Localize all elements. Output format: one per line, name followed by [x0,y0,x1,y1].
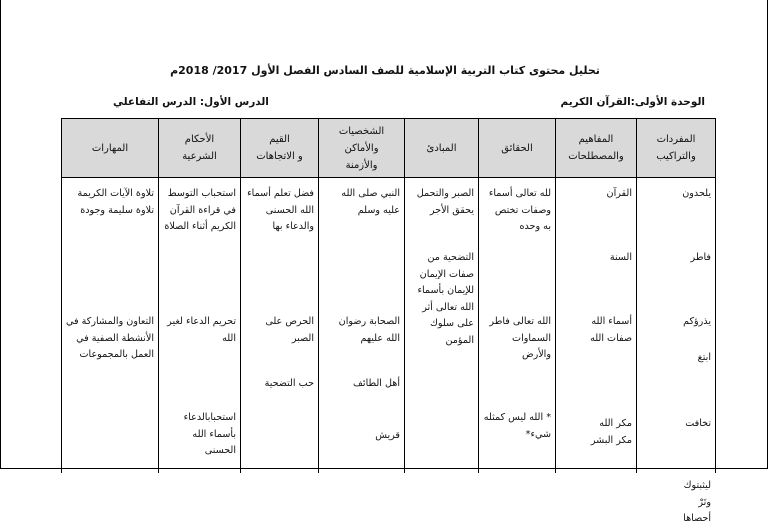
column-concepts [556,178,637,473]
cell-item: قريش [375,430,400,441]
cell-item: تحريم الدعاء لغير الله [167,316,236,344]
cell-item: ليثبتوك وتَرْ أحصاها [683,480,711,524]
cell-item: أسماء الله صفات الله [590,316,632,344]
column-principles [405,178,479,473]
cell-item: أهل الطائف [352,378,400,389]
cell-item: الله تعالى فاطر السماوات والأرض [489,316,551,360]
column-rulings [159,178,241,473]
content-analysis-table [61,118,716,524]
column-people-places [319,178,405,473]
header-facts: الحقائق [479,119,556,178]
cell-item: مكر الله مكر البشر [590,418,632,446]
unit-label: الوحدة الأولى:القرآن الكريم [560,96,705,108]
column-skills [62,178,159,473]
header-concepts: المفاهيم والمصطلحات [556,119,637,178]
table-header-row [62,119,716,178]
cell-item: الحرص على الصبر [265,316,314,344]
cell-item: التضحية من صفات الإيمان للإيمان بأسماء الله تعالى أثر على سلوك المؤمن [417,252,474,346]
cell-item: حب التضحية [264,378,314,389]
cell-item: الصحابة رضوان الله عليهم [338,316,400,344]
cell-item: تخافت [685,418,711,429]
header-principles: المبادئ [405,119,479,178]
cell-item: النبي صلى الله عليه وسلم [341,188,400,216]
cell-item: القرآن [606,188,632,199]
cell-item: ابتغ [697,352,711,363]
cell-item: يلحدون [682,188,711,199]
header-skills: المهارات [62,119,159,178]
lesson-label: الدرس الأول: الدرس التفاعلي [113,96,269,108]
cell-item: استحباب التوسط في قراءة القرآن الكريم أثناء الصلاة [164,188,236,232]
cell-item: فاطر [690,252,711,263]
cell-item: * الله ليس كمثله شيء* [483,412,551,440]
cell-item: التعاون والمشاركة في الأنشطة الصفية في العمل بالمجموعات [66,316,154,360]
cell-item: يذرؤكم [683,316,711,327]
column-facts [479,178,556,473]
header-values: القيم و الاتجاهات [241,119,319,178]
cell-item: السنة [609,252,632,263]
table-row [62,178,716,473]
column-values [241,178,319,473]
header-vocabulary: المفردات والتراكيب [637,119,716,178]
cell-item: استحبابالدعاء بأسماء الله الحسنى [183,412,236,456]
cell-item: لله تعالى أسماء وصفات تختص به وحده [488,188,551,232]
header-rulings: الأحكام الشرعية [159,119,241,178]
cell-item: تلاوة الآيات الكريمة تلاوة سليمة وجودة [77,188,154,216]
document-title: تحليل محتوى كتاب التربية الإسلامية للصف السادس الفصل الأول 2017/ 2018م [170,64,600,77]
cell-item: الصبر والتحمل يحقق الأجر [416,188,474,216]
header-people-places: الشخصيات والأماكن والأزمنة [319,119,405,178]
cell-item: فضل تعلم أسماء الله الحسنى والدعاء بها [247,188,314,232]
column-vocabulary [637,178,716,524]
